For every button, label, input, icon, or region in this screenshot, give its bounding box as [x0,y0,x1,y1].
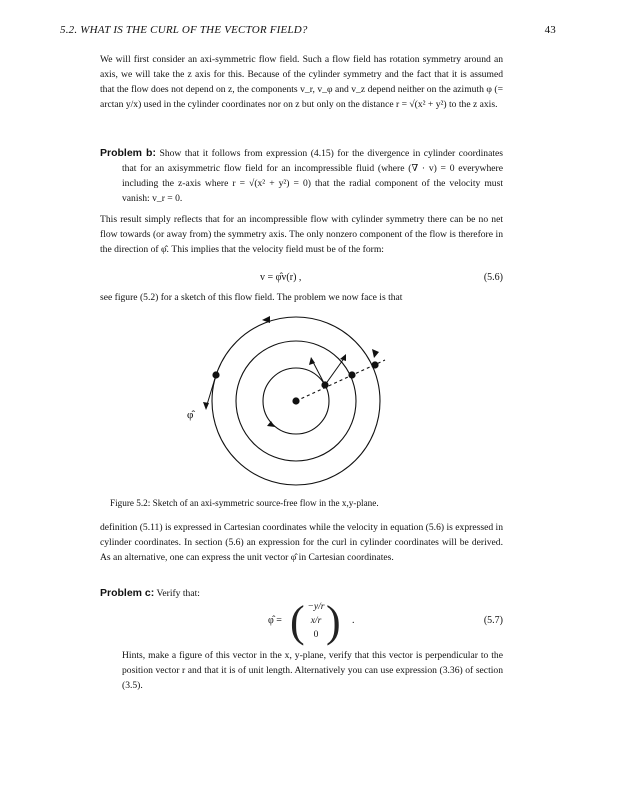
vector-b-arrowhead [340,354,346,361]
paragraph-hints: Hints, make a figure of this vector in the x, y-plane, verify that this vector is perpendicular to the position vector r and that it is of unit length. Alternatively you can use expression (3.36) of section (3.5). [122,650,503,691]
vector-a-line [312,360,325,385]
equation-5-7-period: . [352,615,355,626]
equation-5-7-tag: (5.7) [483,615,503,626]
equation-5-6-body: v = φ̂v(r) , [260,272,302,283]
problem-c-label: Problem c: [100,587,155,599]
problem-c-text: Verify that: [156,588,200,599]
paragraph-see-figure: see figure (5.2) for a sketch of this flow field. The problem we now face is that [100,292,403,303]
paragraph-incompressible-result: This result simply reflects that for an incompressible flow with cylinder symmetry there can be no net flow towards (or away from) the symmetry axis. The only nonzero component of the flow is therefore in the direction of φ̂. This implies that the velocity field must be of the form: [100,214,503,255]
paragraph-axisymmetric-intro: We will first consider an axi-symmetric flow field. Such a flow field has rotation symmetry around an axis, we will take the z axis for this. Because of the cylinder symmetry and the fact that it is assumed that the flow does not depend on z, the components v_r, v_φ and v_z depend neither on the azimuth φ (= arctan y/x) used in the cylinder coordinates nor on z but only on the distance r = √(x² + y²) to the z axis. [100,54,503,110]
vector-b-line [325,357,345,385]
phi-vector-arrowhead [203,402,209,410]
inner-bottom-arrowhead [267,421,275,427]
equation-5-6-tag: (5.6) [483,272,503,283]
equation-5-7 [100,597,503,646]
problem-b-text: Show that it follows from expression (4.15) for the divergence in cylinder coordinates that for an axisymmetric flow field for an incompressible fluid (where (∇ · v) = 0 everywhere including the z-axis where r = √(x² + y²) = 0) that the radial component of the velocity must vanish: v_r = 0. [122,148,503,204]
flow-field-figure [175,312,435,497]
matrix-row-3: 0 [313,630,319,640]
matrix-row-2: x/r [310,616,322,626]
outer-top-arrowhead [262,316,270,323]
outer-right-point [371,361,378,368]
equation-5-6 [100,272,503,288]
phi-hat-label: φ̂ [187,409,194,421]
outer-right-arrowhead [372,349,379,358]
figure-caption: Figure 5.2: Sketch of an axi-symmetric source-free flow in the x,y-plane. [110,498,379,508]
problem-b-label: Problem b: [100,147,156,159]
section-title: 5.2. WHAT IS THE CURL OF THE VECTOR FIELD? [60,24,308,36]
paragraph-definition-curl: definition (5.11) is expressed in Cartesian coordinates while the velocity in equation (5.6) is expressed in cylinder coordinates. In section (5.6) an expression for the curl in cylinder coordinates will be derived. As an alternative, one can express the unit vector φ̂ in Cartesian coordinates. [100,522,503,563]
matrix-row-1: −y/r [307,602,325,612]
left-paren: ( [290,597,305,646]
problem-b [100,146,503,206]
page-number: 43 [544,24,556,36]
right-paren: ) [326,597,341,646]
middle-right-point [348,371,355,378]
equation-5-7-lhs: φ̂ = [268,615,282,626]
center-point [292,397,299,404]
running-header [60,24,556,38]
